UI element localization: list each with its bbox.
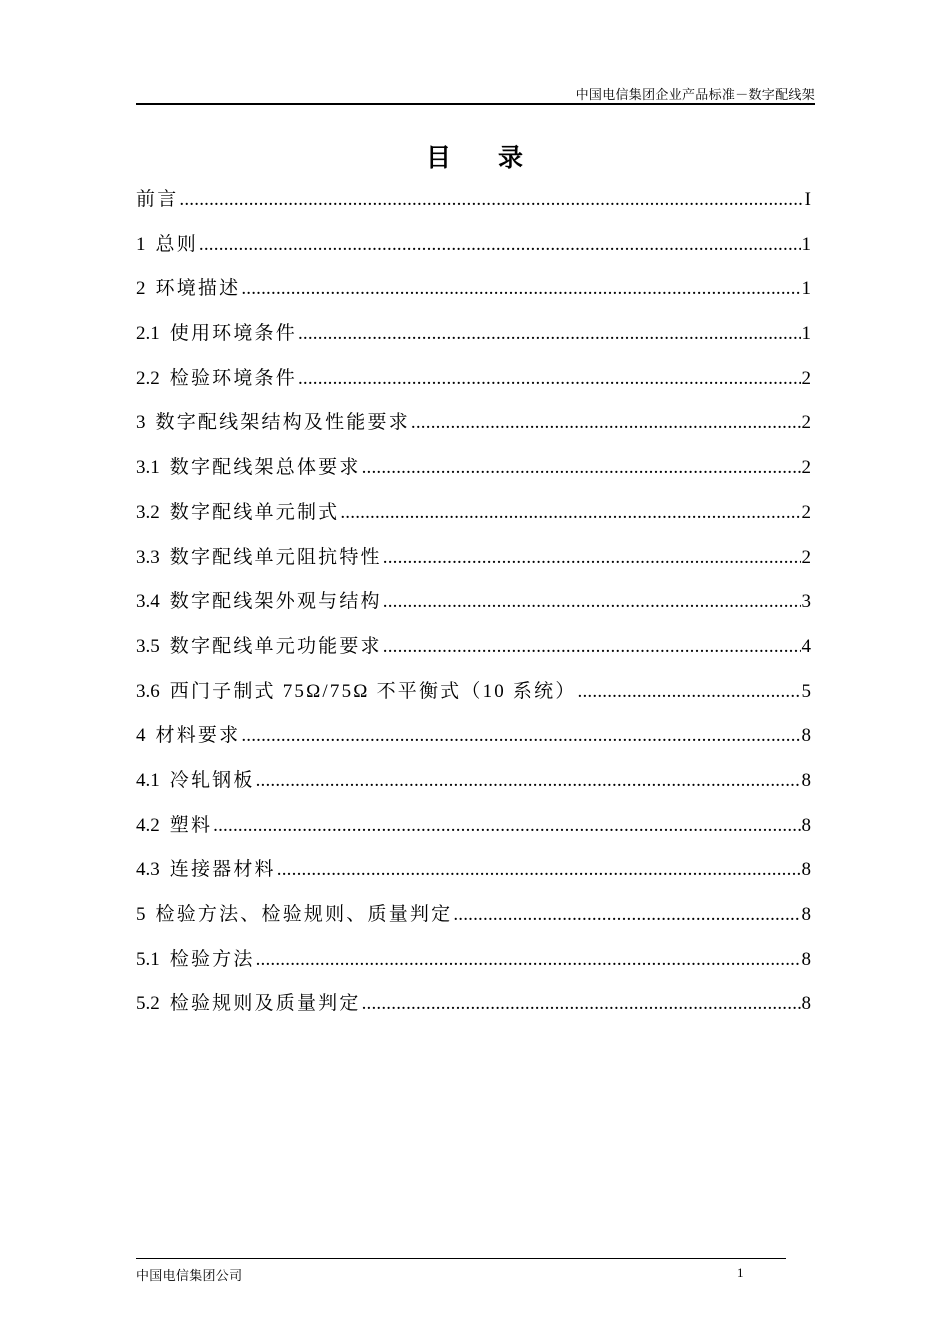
toc-entry[interactable]	[136, 587, 811, 632]
toc-dot-leader	[453, 900, 800, 930]
toc-entry-label: 数字配线架外观与结构	[169, 591, 382, 613]
toc-entry-page: 2	[801, 501, 811, 523]
toc-entry[interactable]	[136, 453, 811, 498]
footer-company: 中国电信集团公司	[136, 1268, 243, 1283]
toc-entry-label: 环境描述	[155, 278, 241, 300]
toc-entry[interactable]	[136, 989, 811, 1034]
toc-entry[interactable]	[136, 632, 811, 677]
toc-entry[interactable]	[136, 364, 811, 409]
toc-entry-label: 冷轧钢板	[169, 769, 255, 791]
toc-entry-number: 3.4	[136, 591, 160, 613]
toc-entry[interactable]	[136, 274, 811, 319]
toc-entry[interactable]	[136, 900, 811, 945]
toc-entry-page: 8	[801, 904, 811, 925]
toc-entry-label: 数字配线架总体要求	[169, 457, 361, 479]
toc-entry[interactable]	[136, 185, 811, 230]
toc-entry-page: 3	[801, 591, 811, 613]
toc-entry-page: 8	[801, 993, 811, 1015]
toc-entry-label: 数字配线单元制式	[169, 501, 340, 523]
toc-entry-number: 3.2	[136, 501, 160, 523]
toc-dot-leader	[277, 855, 801, 885]
toc-entry[interactable]	[136, 498, 811, 543]
toc-dot-leader	[383, 587, 801, 617]
toc-entry-label: 西门子制式 75Ω/75Ω 不平衡式（10 系统）	[169, 680, 577, 702]
page-footer	[136, 1258, 786, 1285]
toc-entry-number: 2	[136, 278, 146, 300]
toc-title-char-2: 录	[498, 145, 525, 172]
toc-dot-leader	[256, 766, 801, 796]
toc-entry-label: 检验环境条件	[169, 367, 297, 389]
toc-entry[interactable]	[136, 319, 811, 364]
toc-entry-page: 4	[801, 635, 811, 657]
toc-entry-label: 数字配线单元阻抗特性	[169, 546, 382, 568]
toc-entry[interactable]	[136, 677, 811, 722]
toc-entry-page: 1	[801, 233, 811, 255]
toc-entry-label: 检验规则及质量判定	[169, 993, 361, 1015]
toc-entry-label: 材料要求	[155, 725, 241, 747]
toc-entry[interactable]	[136, 811, 811, 856]
toc-entry-page: 2	[801, 412, 811, 434]
toc-entry-page: 8	[801, 859, 811, 881]
toc-dot-leader	[241, 721, 800, 751]
toc-entry-label: 连接器材料	[169, 859, 276, 881]
toc-entry-label: 数字配线架结构及性能要求	[155, 412, 410, 434]
toc-list	[136, 185, 811, 1034]
toc-entry-number: 4.3	[136, 859, 160, 881]
toc-title	[0, 138, 950, 174]
toc-entry-number: 3.1	[136, 457, 160, 479]
toc-entry-page: 8	[801, 948, 811, 970]
toc-entry-number: 3.5	[136, 635, 160, 657]
toc-entry-page: 8	[801, 769, 811, 791]
toc-entry-label: 检验方法	[169, 948, 255, 970]
toc-entry-label: 使用环境条件	[169, 323, 297, 345]
toc-entry-page: 2	[801, 457, 811, 479]
toc-entry-number: 4	[136, 725, 146, 747]
toc-entry-number: 4.2	[136, 814, 160, 836]
toc-dot-leader	[340, 498, 800, 528]
toc-dot-leader	[362, 989, 801, 1019]
page-header	[136, 80, 815, 105]
toc-entry[interactable]	[136, 408, 811, 453]
toc-dot-leader	[411, 408, 801, 438]
toc-entry-label: 检验方法、检验规则、质量判定	[155, 904, 453, 925]
toc-entry-page: 2	[801, 367, 811, 389]
toc-entry-page: I	[804, 189, 811, 210]
toc-entry-number: 2.1	[136, 323, 160, 345]
toc-entry-label: 塑料	[169, 814, 213, 836]
toc-dot-leader	[578, 677, 801, 707]
toc-entry-number: 4.1	[136, 769, 160, 791]
toc-entry[interactable]	[136, 721, 811, 766]
toc-entry-page: 1	[801, 323, 811, 345]
toc-entry-number: 1	[136, 233, 146, 255]
toc-entry-page: 1	[801, 278, 811, 300]
toc-dot-leader	[298, 319, 801, 349]
toc-entry-label: 总则	[155, 233, 198, 255]
toc-dot-leader	[362, 453, 801, 483]
toc-entry-number: 5.2	[136, 993, 160, 1015]
toc-entry-number: 2.2	[136, 367, 160, 389]
toc-entry-label: 前言	[136, 189, 179, 210]
toc-entry[interactable]	[136, 855, 811, 900]
footer-page-number: 1	[737, 1265, 744, 1280]
toc-entry-page: 8	[801, 725, 811, 747]
toc-entry-label: 数字配线单元功能要求	[169, 635, 382, 657]
toc-dot-leader	[256, 945, 801, 975]
toc-entry[interactable]	[136, 945, 811, 990]
toc-dot-leader	[298, 364, 801, 394]
toc-entry-page: 8	[801, 814, 811, 836]
toc-dot-leader	[383, 543, 801, 573]
toc-entry-number: 5.1	[136, 948, 160, 970]
toc-entry-page: 5	[801, 680, 811, 702]
toc-dot-leader	[213, 811, 800, 841]
toc-entry[interactable]	[136, 230, 811, 275]
toc-entry-page: 2	[801, 546, 811, 568]
toc-entry-number: 3.3	[136, 546, 160, 568]
toc-dot-leader	[199, 230, 801, 260]
header-text: 中国电信集团企业产品标准－数字配线架	[575, 87, 815, 102]
toc-dot-leader	[241, 274, 800, 304]
toc-entry[interactable]	[136, 543, 811, 588]
toc-title-char-1: 目	[425, 145, 452, 172]
toc-entry-number: 5	[136, 904, 146, 925]
toc-dot-leader	[179, 185, 803, 215]
toc-entry-number: 3.6	[136, 680, 160, 702]
toc-entry[interactable]	[136, 766, 811, 811]
toc-entry-number: 3	[136, 412, 146, 434]
toc-dot-leader	[383, 632, 801, 662]
